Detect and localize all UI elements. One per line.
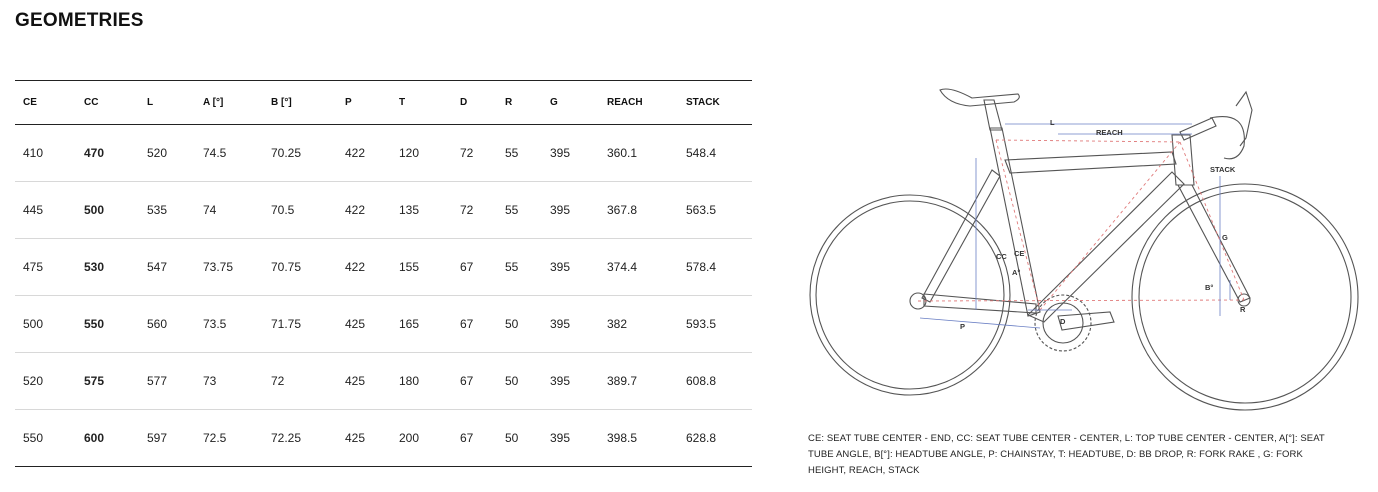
table-cell: 180 bbox=[399, 374, 420, 388]
table-header-row bbox=[15, 81, 752, 125]
column-header: A [°] bbox=[203, 97, 224, 108]
table-cell: 520 bbox=[147, 146, 168, 160]
table-cell: 72 bbox=[271, 374, 285, 388]
table-cell: 550 bbox=[84, 317, 105, 331]
table-row bbox=[15, 296, 752, 353]
column-header: T bbox=[399, 97, 406, 108]
table-cell: 73 bbox=[203, 374, 217, 388]
table-cell: 67 bbox=[460, 317, 474, 331]
label-stack: STACK bbox=[1210, 165, 1236, 174]
table-cell: 395 bbox=[550, 317, 571, 331]
label-r: R bbox=[1240, 305, 1246, 314]
table-cell: 55 bbox=[505, 146, 519, 160]
geometry-table bbox=[15, 80, 752, 467]
table-cell: 470 bbox=[84, 146, 105, 160]
table-cell: 550 bbox=[23, 431, 44, 445]
table-cell: 520 bbox=[23, 374, 44, 388]
table-cell: 50 bbox=[505, 431, 519, 445]
handlebar bbox=[1210, 117, 1244, 159]
table-cell: 500 bbox=[84, 203, 105, 217]
table-cell: 395 bbox=[550, 203, 571, 217]
label-b: B° bbox=[1205, 283, 1214, 292]
table-cell: 50 bbox=[505, 374, 519, 388]
table-cell: 577 bbox=[147, 374, 168, 388]
table-cell: 73.5 bbox=[203, 317, 227, 331]
label-ce: CE bbox=[1014, 249, 1025, 258]
table-cell: 608.8 bbox=[686, 374, 717, 388]
seat-stay bbox=[922, 170, 1000, 302]
table-cell: 165 bbox=[399, 317, 420, 331]
table-cell: 72 bbox=[460, 146, 474, 160]
label-l: L bbox=[1050, 118, 1055, 127]
table-cell: 135 bbox=[399, 203, 420, 217]
table-cell: 395 bbox=[550, 431, 571, 445]
table-cell: 593.5 bbox=[686, 317, 717, 331]
table-cell: 71.75 bbox=[271, 317, 302, 331]
table-cell: 73.75 bbox=[203, 260, 234, 274]
table-cell: 200 bbox=[399, 431, 420, 445]
front-wheel bbox=[1132, 184, 1358, 410]
table-cell: 425 bbox=[345, 431, 366, 445]
top-tube bbox=[1005, 152, 1176, 173]
table-cell: 50 bbox=[505, 317, 519, 331]
table-cell: 535 bbox=[147, 203, 168, 217]
table-cell: 382 bbox=[607, 317, 628, 331]
table-cell: 120 bbox=[399, 146, 420, 160]
table-body bbox=[15, 125, 752, 467]
table-cell: 600 bbox=[84, 431, 105, 445]
table-cell: 547 bbox=[147, 260, 168, 274]
column-header: B [°] bbox=[271, 97, 292, 108]
table-cell: 72.25 bbox=[271, 431, 302, 445]
label-a: A° bbox=[1012, 268, 1021, 277]
label-cc: CC bbox=[996, 252, 1007, 261]
table-cell: 422 bbox=[345, 203, 366, 217]
table-cell: 395 bbox=[550, 260, 571, 274]
table-cell: 74 bbox=[203, 203, 217, 217]
table-cell: 475 bbox=[23, 260, 44, 274]
table-row bbox=[15, 125, 752, 182]
saddle bbox=[940, 89, 1019, 106]
table-cell: 155 bbox=[399, 260, 420, 274]
fork bbox=[1178, 185, 1250, 302]
label-reach: REACH bbox=[1096, 128, 1123, 137]
table-cell: 422 bbox=[345, 260, 366, 274]
front-wheel-rim bbox=[1139, 191, 1351, 403]
table-cell: 422 bbox=[345, 146, 366, 160]
table-cell: 410 bbox=[23, 146, 44, 160]
table-cell: 367.8 bbox=[607, 203, 638, 217]
label-p: P bbox=[960, 322, 966, 331]
table-cell: 389.7 bbox=[607, 374, 638, 388]
down-tube bbox=[1028, 172, 1184, 322]
table-cell: 70.75 bbox=[271, 260, 302, 274]
label-g: G bbox=[1222, 233, 1228, 242]
label-d: D bbox=[1060, 317, 1066, 326]
rear-wheel bbox=[810, 195, 1010, 395]
table-cell: 70.25 bbox=[271, 146, 302, 160]
table-cell: 597 bbox=[147, 431, 168, 445]
bike-geometry-diagram bbox=[800, 80, 1370, 420]
table-cell: 70.5 bbox=[271, 203, 295, 217]
table-cell: 425 bbox=[345, 317, 366, 331]
table-cell: 425 bbox=[345, 374, 366, 388]
table-cell: 67 bbox=[460, 431, 474, 445]
table-cell: 548.4 bbox=[686, 146, 717, 160]
chain-stay bbox=[924, 294, 1036, 313]
table-cell: 360.1 bbox=[607, 146, 638, 160]
table-cell: 530 bbox=[84, 260, 105, 274]
column-header: CC bbox=[84, 97, 99, 108]
table-cell: 398.5 bbox=[607, 431, 638, 445]
table-cell: 628.8 bbox=[686, 431, 717, 445]
table-cell: 560 bbox=[147, 317, 168, 331]
table-row bbox=[15, 410, 752, 467]
page-title: GEOMETRIES bbox=[15, 10, 144, 31]
column-header: L bbox=[147, 97, 154, 108]
table-cell: 500 bbox=[23, 317, 44, 331]
table-cell: 55 bbox=[505, 260, 519, 274]
head-tube bbox=[1172, 135, 1194, 185]
column-header: STACK bbox=[686, 97, 720, 108]
table-cell: 575 bbox=[84, 374, 105, 388]
table-cell: 395 bbox=[550, 146, 571, 160]
table-cell: 72.5 bbox=[203, 431, 227, 445]
table-cell: 445 bbox=[23, 203, 44, 217]
table-cell: 563.5 bbox=[686, 203, 717, 217]
column-header: R bbox=[505, 97, 513, 108]
table-cell: 67 bbox=[460, 374, 474, 388]
column-header: G bbox=[550, 97, 558, 108]
table-cell: 67 bbox=[460, 260, 474, 274]
column-header: REACH bbox=[607, 97, 643, 108]
table-cell: 72 bbox=[460, 203, 474, 217]
crank-arm bbox=[1058, 312, 1114, 330]
column-header: P bbox=[345, 97, 352, 108]
table-row bbox=[15, 182, 752, 239]
table-cell: 395 bbox=[550, 374, 571, 388]
table-cell: 578.4 bbox=[686, 260, 717, 274]
column-header: D bbox=[460, 97, 468, 108]
table-cell: 74.5 bbox=[203, 146, 227, 160]
seat-tube bbox=[990, 128, 1040, 316]
geometry-legend: CE: SEAT TUBE CENTER - END, CC: SEAT TUBE CENTER - CENTER, L: TOP TUBE CENTER - CENTER, A[°]: SEAT TUBE ANGLE, B[°]: HEADTUBE ANGLE, P: CHAINSTAY, T: HEADTUBE, D: BB DROP, R: FORK RAKE , G: FORK HEIGHT, REACH, STACK bbox=[808, 433, 1325, 476]
table-row bbox=[15, 239, 752, 296]
column-header: CE bbox=[23, 97, 37, 108]
table-cell: 55 bbox=[505, 203, 519, 217]
stem bbox=[1180, 118, 1216, 140]
table-cell: 374.4 bbox=[607, 260, 638, 274]
table-row bbox=[15, 353, 752, 410]
